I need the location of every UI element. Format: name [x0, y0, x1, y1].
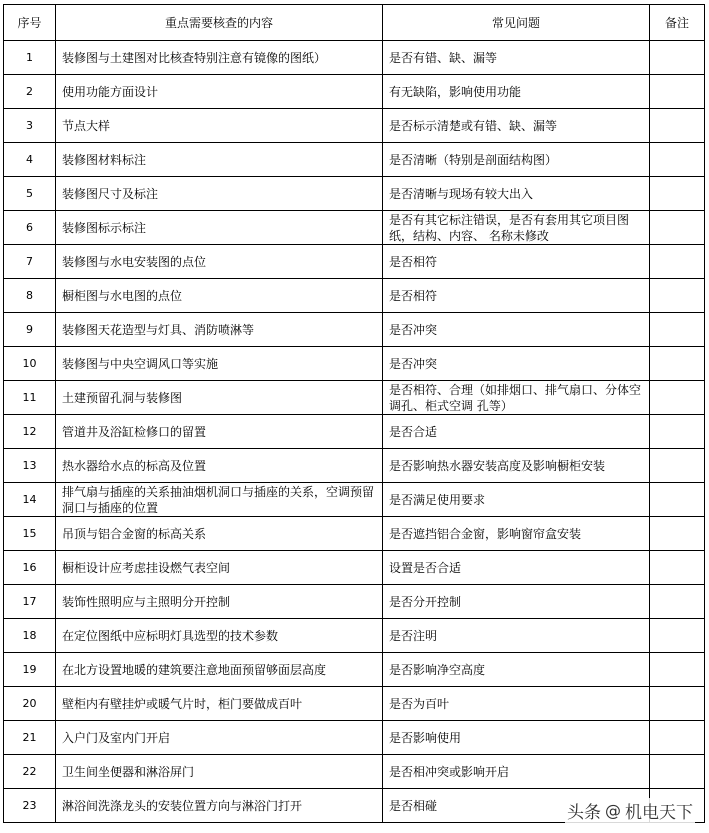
row-remark	[650, 483, 705, 517]
table-row	[4, 517, 705, 551]
row-number: 12	[4, 415, 56, 449]
row-remark	[650, 449, 705, 483]
header-row	[4, 5, 705, 41]
table-row	[4, 143, 705, 177]
row-number: 23	[4, 789, 56, 823]
row-number: 14	[4, 483, 56, 517]
row-issue: 设置是否合适	[383, 551, 650, 585]
row-content: 节点大样	[56, 109, 383, 143]
row-issue: 有无缺陷，影响使用功能	[383, 75, 650, 109]
row-issue: 是否有错、缺、漏等	[383, 41, 650, 75]
row-remark	[650, 347, 705, 381]
row-issue: 是否遮挡铝合金窗，影响窗帘盒安装	[383, 517, 650, 551]
row-remark	[650, 41, 705, 75]
row-content: 装修图与中央空调风口等实施	[56, 347, 383, 381]
row-remark	[650, 245, 705, 279]
row-issue: 是否影响热水器安装高度及影响橱柜安装	[383, 449, 650, 483]
row-issue: 是否相符、合理（如排烟口、排气扇口、分体空调孔、柜式空调 孔等）	[383, 381, 650, 415]
row-issue: 是否满足使用要求	[383, 483, 650, 517]
row-content: 土建预留孔洞与装修图	[56, 381, 383, 415]
row-issue: 是否注明	[383, 619, 650, 653]
row-content: 入户门及室内门开启	[56, 721, 383, 755]
row-remark	[650, 381, 705, 415]
row-number: 5	[4, 177, 56, 211]
row-number: 20	[4, 687, 56, 721]
row-number: 17	[4, 585, 56, 619]
row-remark	[650, 75, 705, 109]
row-content: 吊顶与铝合金窗的标高关系	[56, 517, 383, 551]
row-content: 装修图天花造型与灯具、消防喷淋等	[56, 313, 383, 347]
table-row	[4, 347, 705, 381]
row-remark	[650, 517, 705, 551]
row-remark	[650, 109, 705, 143]
row-remark	[650, 585, 705, 619]
table-row	[4, 415, 705, 449]
row-issue: 是否标示清楚或有错、缺、漏等	[383, 109, 650, 143]
header-issues: 常见问题	[383, 5, 650, 41]
row-remark	[650, 177, 705, 211]
table-row	[4, 687, 705, 721]
row-issue: 是否为百叶	[383, 687, 650, 721]
table-row	[4, 109, 705, 143]
table-row	[4, 721, 705, 755]
header-seq: 序号	[4, 5, 56, 41]
table-row	[4, 585, 705, 619]
row-number: 7	[4, 245, 56, 279]
row-number: 21	[4, 721, 56, 755]
row-issue: 是否清晰（特别是剖面结构图）	[383, 143, 650, 177]
row-issue: 是否合适	[383, 415, 650, 449]
watermark-prefix: 头条	[567, 803, 601, 823]
row-number: 13	[4, 449, 56, 483]
row-remark	[650, 653, 705, 687]
row-remark	[650, 551, 705, 585]
row-number: 1	[4, 41, 56, 75]
row-content: 在定位图纸中应标明灯具选型的技术参数	[56, 619, 383, 653]
row-remark	[650, 211, 705, 245]
row-content: 橱柜图与水电图的点位	[56, 279, 383, 313]
row-issue: 是否有其它标注错误，是否有套用其它项目图纸，结构、内容、 名称未修改	[383, 211, 650, 245]
row-number: 11	[4, 381, 56, 415]
row-number: 19	[4, 653, 56, 687]
row-issue: 是否相符	[383, 279, 650, 313]
row-issue: 是否相符	[383, 245, 650, 279]
table-row	[4, 313, 705, 347]
row-remark	[650, 687, 705, 721]
row-content: 橱柜设计应考虑挂设燃气表空间	[56, 551, 383, 585]
row-number: 2	[4, 75, 56, 109]
header-remarks: 备注	[650, 5, 705, 41]
row-number: 3	[4, 109, 56, 143]
row-number: 6	[4, 211, 56, 245]
table-row	[4, 41, 705, 75]
table-row	[4, 245, 705, 279]
row-number: 18	[4, 619, 56, 653]
row-remark	[650, 143, 705, 177]
table-row	[4, 551, 705, 585]
row-issue: 是否影响使用	[383, 721, 650, 755]
table-row	[4, 619, 705, 653]
table-row	[4, 177, 705, 211]
row-content: 热水器给水点的标高及位置	[56, 449, 383, 483]
table-row	[4, 755, 705, 789]
row-remark	[650, 279, 705, 313]
row-content: 淋浴间洗涤龙头的安装位置方向与淋浴门打开	[56, 789, 383, 823]
inspection-table	[3, 4, 705, 823]
watermark-account: 机电天下	[625, 803, 693, 823]
row-content: 使用功能方面设计	[56, 75, 383, 109]
row-remark	[650, 755, 705, 789]
row-issue: 是否影响净空高度	[383, 653, 650, 687]
row-remark	[650, 415, 705, 449]
row-issue: 是否冲突	[383, 347, 650, 381]
table-row	[4, 483, 705, 517]
row-content: 卫生间坐便器和淋浴屏门	[56, 755, 383, 789]
table-row	[4, 381, 705, 415]
table-row	[4, 75, 705, 109]
row-content: 装修图与水电安装图的点位	[56, 245, 383, 279]
table-row	[4, 449, 705, 483]
watermark	[565, 798, 695, 823]
row-content: 壁柜内有壁挂炉或暖气片时，柜门要做成百叶	[56, 687, 383, 721]
row-content: 装修图材料标注	[56, 143, 383, 177]
row-number: 16	[4, 551, 56, 585]
table-row	[4, 211, 705, 245]
row-remark	[650, 721, 705, 755]
watermark-at: @	[605, 801, 621, 820]
row-content: 管道井及浴缸检修口的留置	[56, 415, 383, 449]
row-issue: 是否分开控制	[383, 585, 650, 619]
row-issue: 是否冲突	[383, 313, 650, 347]
row-remark	[650, 313, 705, 347]
row-issue: 是否清晰与现场有较大出入	[383, 177, 650, 211]
table-row	[4, 279, 705, 313]
row-remark	[650, 619, 705, 653]
row-content: 装修图与土建图对比核查特别注意有镜像的图纸）	[56, 41, 383, 75]
row-content: 在北方设置地暖的建筑要注意地面预留够面层高度	[56, 653, 383, 687]
row-issue: 是否相冲突或影响开启	[383, 755, 650, 789]
row-number: 8	[4, 279, 56, 313]
row-content: 排气扇与插座的关系抽油烟机洞口与插座的关系，空调预留洞口与插座的位置	[56, 483, 383, 517]
header-content: 重点需要核查的内容	[56, 5, 383, 41]
table-row	[4, 653, 705, 687]
row-content: 装修图尺寸及标注	[56, 177, 383, 211]
row-content: 装修图标示标注	[56, 211, 383, 245]
row-number: 10	[4, 347, 56, 381]
row-issue: 是否相碰	[383, 789, 650, 823]
row-content: 装饰性照明应与主照明分开控制	[56, 585, 383, 619]
row-number: 15	[4, 517, 56, 551]
row-number: 9	[4, 313, 56, 347]
row-number: 22	[4, 755, 56, 789]
row-number: 4	[4, 143, 56, 177]
